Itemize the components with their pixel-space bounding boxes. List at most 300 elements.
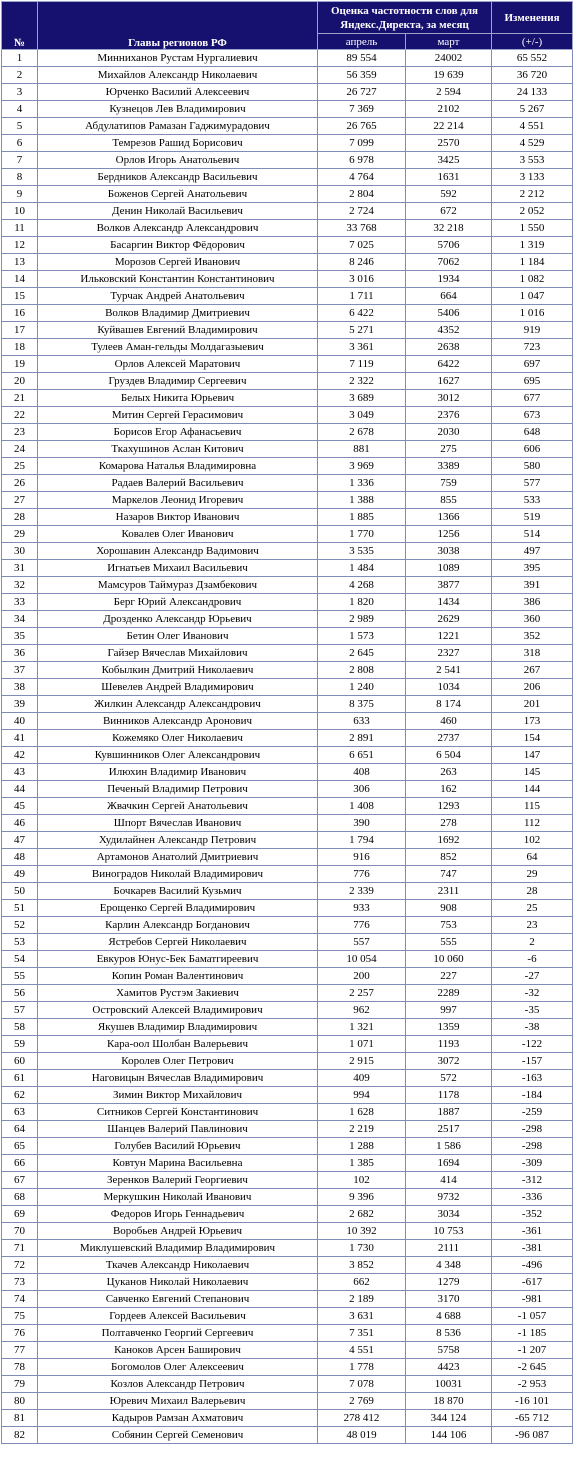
table-row bbox=[2, 951, 573, 968]
table-row bbox=[2, 1240, 573, 1257]
change-value-cell: 677 bbox=[492, 390, 573, 407]
april-value-cell: 933 bbox=[318, 900, 406, 917]
table-row bbox=[2, 84, 573, 101]
change-value-cell: 318 bbox=[492, 645, 573, 662]
march-value-cell: 2327 bbox=[406, 645, 492, 662]
march-value-cell: 3034 bbox=[406, 1206, 492, 1223]
table-row bbox=[2, 288, 573, 305]
april-value-cell: 1 820 bbox=[318, 594, 406, 611]
april-value-cell: 3 631 bbox=[318, 1308, 406, 1325]
change-value-cell: -617 bbox=[492, 1274, 573, 1291]
april-value-cell: 633 bbox=[318, 713, 406, 730]
table-row bbox=[2, 1189, 573, 1206]
change-value-cell: -298 bbox=[492, 1121, 573, 1138]
table-row bbox=[2, 1070, 573, 1087]
march-value-cell: 19 639 bbox=[406, 67, 492, 84]
governor-name-cell: Жвачкин Сергей Анатольевич bbox=[38, 798, 318, 815]
march-value-cell: 1293 bbox=[406, 798, 492, 815]
row-number-cell: 41 bbox=[2, 730, 38, 747]
change-value-cell: -157 bbox=[492, 1053, 573, 1070]
april-value-cell: 56 359 bbox=[318, 67, 406, 84]
row-number-cell: 28 bbox=[2, 509, 38, 526]
april-value-cell: 2 339 bbox=[318, 883, 406, 900]
table-row bbox=[2, 798, 573, 815]
change-value-cell: -496 bbox=[492, 1257, 573, 1274]
governor-name-cell: Маркелов Леонид Игоревич bbox=[38, 492, 318, 509]
march-value-cell: 3877 bbox=[406, 577, 492, 594]
row-number-cell: 51 bbox=[2, 900, 38, 917]
governor-name-cell: Куйвашев Евгений Владимирович bbox=[38, 322, 318, 339]
march-value-cell: 10031 bbox=[406, 1376, 492, 1393]
governor-name-cell: Зеренков Валерий Георгиевич bbox=[38, 1172, 318, 1189]
change-value-cell: 1 047 bbox=[492, 288, 573, 305]
governor-name-cell: Шанцев Валерий Павлинович bbox=[38, 1121, 318, 1138]
march-value-cell: 1692 bbox=[406, 832, 492, 849]
governor-name-cell: Игнатьев Михаил Васильевич bbox=[38, 560, 318, 577]
march-value-cell: 1221 bbox=[406, 628, 492, 645]
table-row bbox=[2, 1223, 573, 1240]
table-row bbox=[2, 492, 573, 509]
table-row bbox=[2, 611, 573, 628]
row-number-cell: 3 bbox=[2, 84, 38, 101]
march-value-cell: 1178 bbox=[406, 1087, 492, 1104]
table-row bbox=[2, 169, 573, 186]
april-value-cell: 994 bbox=[318, 1087, 406, 1104]
table-row bbox=[2, 543, 573, 560]
march-value-cell: 664 bbox=[406, 288, 492, 305]
march-value-cell: 1256 bbox=[406, 526, 492, 543]
row-number-cell: 37 bbox=[2, 662, 38, 679]
table-row bbox=[2, 1019, 573, 1036]
change-value-cell: 65 552 bbox=[492, 50, 573, 67]
change-value-cell: -184 bbox=[492, 1087, 573, 1104]
march-value-cell: 2638 bbox=[406, 339, 492, 356]
governor-name-cell: Ерощенко Сергей Владимирович bbox=[38, 900, 318, 917]
table-row bbox=[2, 390, 573, 407]
governor-name-cell: Волков Александр Александрович bbox=[38, 220, 318, 237]
change-value-cell: -96 087 bbox=[492, 1427, 573, 1444]
change-value-cell: 606 bbox=[492, 441, 573, 458]
column-header-name: Главы регионов РФ bbox=[38, 2, 318, 50]
march-value-cell: 4 348 bbox=[406, 1257, 492, 1274]
table-row bbox=[2, 101, 573, 118]
march-value-cell: 8 174 bbox=[406, 696, 492, 713]
table-row bbox=[2, 781, 573, 798]
march-value-cell: 263 bbox=[406, 764, 492, 781]
march-value-cell: 3038 bbox=[406, 543, 492, 560]
row-number-cell: 56 bbox=[2, 985, 38, 1002]
table-row bbox=[2, 441, 573, 458]
april-value-cell: 2 724 bbox=[318, 203, 406, 220]
march-value-cell: 1631 bbox=[406, 169, 492, 186]
table-row bbox=[2, 900, 573, 917]
april-value-cell: 1 240 bbox=[318, 679, 406, 696]
march-value-cell: 1034 bbox=[406, 679, 492, 696]
change-value-cell: -32 bbox=[492, 985, 573, 1002]
march-value-cell: 2737 bbox=[406, 730, 492, 747]
april-value-cell: 48 019 bbox=[318, 1427, 406, 1444]
governor-name-cell: Бетин Олег Иванович bbox=[38, 628, 318, 645]
table-row bbox=[2, 1393, 573, 1410]
row-number-cell: 70 bbox=[2, 1223, 38, 1240]
change-value-cell: 112 bbox=[492, 815, 573, 832]
march-value-cell: 855 bbox=[406, 492, 492, 509]
row-number-cell: 65 bbox=[2, 1138, 38, 1155]
april-value-cell: 3 689 bbox=[318, 390, 406, 407]
governor-name-cell: Козлов Александр Петрович bbox=[38, 1376, 318, 1393]
april-value-cell: 2 189 bbox=[318, 1291, 406, 1308]
governor-name-cell: Винников Александр Аронович bbox=[38, 713, 318, 730]
table-row bbox=[2, 985, 573, 1002]
march-value-cell: 555 bbox=[406, 934, 492, 951]
change-value-cell: 1 184 bbox=[492, 254, 573, 271]
april-value-cell: 6 978 bbox=[318, 152, 406, 169]
row-number-cell: 38 bbox=[2, 679, 38, 696]
april-value-cell: 1 288 bbox=[318, 1138, 406, 1155]
row-number-cell: 6 bbox=[2, 135, 38, 152]
april-value-cell: 7 099 bbox=[318, 135, 406, 152]
row-number-cell: 27 bbox=[2, 492, 38, 509]
table-row bbox=[2, 849, 573, 866]
row-number-cell: 44 bbox=[2, 781, 38, 798]
change-value-cell: 648 bbox=[492, 424, 573, 441]
change-value-cell: 24 133 bbox=[492, 84, 573, 101]
row-number-cell: 67 bbox=[2, 1172, 38, 1189]
table-row bbox=[2, 1172, 573, 1189]
row-number-cell: 45 bbox=[2, 798, 38, 815]
change-value-cell: 147 bbox=[492, 747, 573, 764]
april-value-cell: 33 768 bbox=[318, 220, 406, 237]
change-value-cell: -298 bbox=[492, 1138, 573, 1155]
table-row bbox=[2, 458, 573, 475]
governor-name-cell: Минниханов Рустам Нургалиевич bbox=[38, 50, 318, 67]
governor-name-cell: Кожемяко Олег Николаевич bbox=[38, 730, 318, 747]
table-row bbox=[2, 747, 573, 764]
row-number-cell: 9 bbox=[2, 186, 38, 203]
row-number-cell: 53 bbox=[2, 934, 38, 951]
row-number-cell: 36 bbox=[2, 645, 38, 662]
april-value-cell: 3 852 bbox=[318, 1257, 406, 1274]
march-value-cell: 2629 bbox=[406, 611, 492, 628]
march-value-cell: 1366 bbox=[406, 509, 492, 526]
table-row bbox=[2, 662, 573, 679]
april-value-cell: 2 322 bbox=[318, 373, 406, 390]
table-row bbox=[2, 305, 573, 322]
march-value-cell: 24002 bbox=[406, 50, 492, 67]
change-value-cell: -163 bbox=[492, 1070, 573, 1087]
march-value-cell: 1359 bbox=[406, 1019, 492, 1036]
change-value-cell: 2 052 bbox=[492, 203, 573, 220]
april-value-cell: 4 551 bbox=[318, 1342, 406, 1359]
governor-name-cell: Бочкарев Василий Кузьмич bbox=[38, 883, 318, 900]
march-value-cell: 460 bbox=[406, 713, 492, 730]
april-value-cell: 2 808 bbox=[318, 662, 406, 679]
row-number-cell: 14 bbox=[2, 271, 38, 288]
april-value-cell: 1 388 bbox=[318, 492, 406, 509]
table-row bbox=[2, 645, 573, 662]
march-value-cell: 344 124 bbox=[406, 1410, 492, 1427]
april-value-cell: 278 412 bbox=[318, 1410, 406, 1427]
april-value-cell: 916 bbox=[318, 849, 406, 866]
governor-name-cell: Королев Олег Петрович bbox=[38, 1053, 318, 1070]
row-number-cell: 15 bbox=[2, 288, 38, 305]
governor-name-cell: Кадыров Рамзан Ахматович bbox=[38, 1410, 318, 1427]
table-row bbox=[2, 509, 573, 526]
april-value-cell: 3 361 bbox=[318, 339, 406, 356]
governor-name-cell: Якушев Владимир Владимирович bbox=[38, 1019, 318, 1036]
change-value-cell: -16 101 bbox=[492, 1393, 573, 1410]
governor-name-cell: Белых Никита Юрьевич bbox=[38, 390, 318, 407]
row-number-cell: 32 bbox=[2, 577, 38, 594]
march-value-cell: 144 106 bbox=[406, 1427, 492, 1444]
change-value-cell: 1 016 bbox=[492, 305, 573, 322]
march-value-cell: 414 bbox=[406, 1172, 492, 1189]
governor-name-cell: Каноков Арсен Баширович bbox=[38, 1342, 318, 1359]
april-value-cell: 4 764 bbox=[318, 169, 406, 186]
governor-name-cell: Шпорт Вячеслав Иванович bbox=[38, 815, 318, 832]
governor-name-cell: Евкуров Юнус-Бек Баматгиреевич bbox=[38, 951, 318, 968]
change-value-cell: -1 185 bbox=[492, 1325, 573, 1342]
change-value-cell: -336 bbox=[492, 1189, 573, 1206]
march-value-cell: 2111 bbox=[406, 1240, 492, 1257]
governor-name-cell: Федоров Игорь Геннадьевич bbox=[38, 1206, 318, 1223]
april-value-cell: 409 bbox=[318, 1070, 406, 1087]
governor-name-cell: Худилайнен Александр Петрович bbox=[38, 832, 318, 849]
march-value-cell: 997 bbox=[406, 1002, 492, 1019]
march-value-cell: 32 218 bbox=[406, 220, 492, 237]
april-value-cell: 390 bbox=[318, 815, 406, 832]
change-value-cell: 145 bbox=[492, 764, 573, 781]
governor-name-cell: Наговицын Вячеслав Владимирович bbox=[38, 1070, 318, 1087]
change-value-cell: 201 bbox=[492, 696, 573, 713]
april-value-cell: 1 484 bbox=[318, 560, 406, 577]
governor-name-cell: Цуканов Николай Николаевич bbox=[38, 1274, 318, 1291]
row-number-cell: 49 bbox=[2, 866, 38, 883]
april-value-cell: 662 bbox=[318, 1274, 406, 1291]
governor-name-cell: Жилкин Александр Александрович bbox=[38, 696, 318, 713]
march-value-cell: 672 bbox=[406, 203, 492, 220]
governor-name-cell: Хамитов Рустэм Закиевич bbox=[38, 985, 318, 1002]
april-value-cell: 200 bbox=[318, 968, 406, 985]
change-value-cell: -361 bbox=[492, 1223, 573, 1240]
table-row bbox=[2, 1053, 573, 1070]
change-value-cell: -122 bbox=[492, 1036, 573, 1053]
change-value-cell: 144 bbox=[492, 781, 573, 798]
april-value-cell: 776 bbox=[318, 866, 406, 883]
april-value-cell: 2 219 bbox=[318, 1121, 406, 1138]
governor-name-cell: Бердников Александр Васильевич bbox=[38, 169, 318, 186]
march-value-cell: 572 bbox=[406, 1070, 492, 1087]
march-value-cell: 753 bbox=[406, 917, 492, 934]
governor-name-cell: Савченко Евгений Степанович bbox=[38, 1291, 318, 1308]
change-value-cell: 4 551 bbox=[492, 118, 573, 135]
table-row bbox=[2, 373, 573, 390]
row-number-cell: 1 bbox=[2, 50, 38, 67]
row-number-cell: 42 bbox=[2, 747, 38, 764]
change-value-cell: -35 bbox=[492, 1002, 573, 1019]
table-row bbox=[2, 152, 573, 169]
row-number-cell: 18 bbox=[2, 339, 38, 356]
row-number-cell: 64 bbox=[2, 1121, 38, 1138]
april-value-cell: 7 369 bbox=[318, 101, 406, 118]
change-value-cell: 519 bbox=[492, 509, 573, 526]
governor-name-cell: Темрезов Рашид Борисович bbox=[38, 135, 318, 152]
april-value-cell: 4 268 bbox=[318, 577, 406, 594]
row-number-cell: 35 bbox=[2, 628, 38, 645]
change-value-cell: 154 bbox=[492, 730, 573, 747]
row-number-cell: 31 bbox=[2, 560, 38, 577]
change-value-cell: 36 720 bbox=[492, 67, 573, 84]
table-row bbox=[2, 883, 573, 900]
march-value-cell: 9732 bbox=[406, 1189, 492, 1206]
march-value-cell: 227 bbox=[406, 968, 492, 985]
march-value-cell: 3425 bbox=[406, 152, 492, 169]
april-value-cell: 6 651 bbox=[318, 747, 406, 764]
table-row bbox=[2, 339, 573, 356]
table-row bbox=[2, 1274, 573, 1291]
row-number-cell: 21 bbox=[2, 390, 38, 407]
april-value-cell: 7 351 bbox=[318, 1325, 406, 1342]
row-number-cell: 34 bbox=[2, 611, 38, 628]
change-value-cell: 25 bbox=[492, 900, 573, 917]
governor-name-cell: Басаргин Виктор Фёдорович bbox=[38, 237, 318, 254]
row-number-cell: 39 bbox=[2, 696, 38, 713]
march-value-cell: 7062 bbox=[406, 254, 492, 271]
table-row bbox=[2, 696, 573, 713]
table-row bbox=[2, 220, 573, 237]
row-number-cell: 62 bbox=[2, 1087, 38, 1104]
april-value-cell: 1 778 bbox=[318, 1359, 406, 1376]
march-value-cell: 10 060 bbox=[406, 951, 492, 968]
change-value-cell: -1 207 bbox=[492, 1342, 573, 1359]
april-value-cell: 1 573 bbox=[318, 628, 406, 645]
table-row bbox=[2, 815, 573, 832]
change-value-cell: 115 bbox=[492, 798, 573, 815]
governor-name-cell: Ильковский Константин Константинович bbox=[38, 271, 318, 288]
governor-name-cell: Юревич Михаил Валерьевич bbox=[38, 1393, 318, 1410]
row-number-cell: 82 bbox=[2, 1427, 38, 1444]
change-value-cell: 514 bbox=[492, 526, 573, 543]
april-value-cell: 26 765 bbox=[318, 118, 406, 135]
march-value-cell: 4352 bbox=[406, 322, 492, 339]
april-value-cell: 1 321 bbox=[318, 1019, 406, 1036]
change-value-cell: -2 953 bbox=[492, 1376, 573, 1393]
april-value-cell: 10 054 bbox=[318, 951, 406, 968]
april-value-cell: 5 271 bbox=[318, 322, 406, 339]
april-value-cell: 2 989 bbox=[318, 611, 406, 628]
april-value-cell: 408 bbox=[318, 764, 406, 781]
table-row bbox=[2, 1087, 573, 1104]
row-number-cell: 75 bbox=[2, 1308, 38, 1325]
row-number-cell: 81 bbox=[2, 1410, 38, 1427]
table-row bbox=[2, 1138, 573, 1155]
change-value-cell: -981 bbox=[492, 1291, 573, 1308]
april-value-cell: 962 bbox=[318, 1002, 406, 1019]
april-value-cell: 1 408 bbox=[318, 798, 406, 815]
governor-name-cell: Ткахушинов Аслан Китович bbox=[38, 441, 318, 458]
row-number-cell: 48 bbox=[2, 849, 38, 866]
governor-name-cell: Шевелев Андрей Владимирович bbox=[38, 679, 318, 696]
table-row bbox=[2, 934, 573, 951]
governor-name-cell: Хорошавин Александр Вадимович bbox=[38, 543, 318, 560]
march-value-cell: 1887 bbox=[406, 1104, 492, 1121]
row-number-cell: 16 bbox=[2, 305, 38, 322]
march-value-cell: 2289 bbox=[406, 985, 492, 1002]
table-row bbox=[2, 832, 573, 849]
april-value-cell: 306 bbox=[318, 781, 406, 798]
row-number-cell: 33 bbox=[2, 594, 38, 611]
change-value-cell: 2 bbox=[492, 934, 573, 951]
table-row bbox=[2, 1257, 573, 1274]
april-value-cell: 2 915 bbox=[318, 1053, 406, 1070]
change-value-cell: 386 bbox=[492, 594, 573, 611]
row-number-cell: 46 bbox=[2, 815, 38, 832]
april-value-cell: 26 727 bbox=[318, 84, 406, 101]
table-row bbox=[2, 1410, 573, 1427]
table-row bbox=[2, 203, 573, 220]
governor-name-cell: Копин Роман Валентинович bbox=[38, 968, 318, 985]
change-value-cell: -38 bbox=[492, 1019, 573, 1036]
april-value-cell: 1 071 bbox=[318, 1036, 406, 1053]
change-value-cell: 28 bbox=[492, 883, 573, 900]
row-number-cell: 73 bbox=[2, 1274, 38, 1291]
row-number-cell: 60 bbox=[2, 1053, 38, 1070]
march-value-cell: 1627 bbox=[406, 373, 492, 390]
march-value-cell: 2376 bbox=[406, 407, 492, 424]
change-value-cell: 1 319 bbox=[492, 237, 573, 254]
april-value-cell: 7 078 bbox=[318, 1376, 406, 1393]
governor-name-cell: Ситников Сергей Константинович bbox=[38, 1104, 318, 1121]
april-value-cell: 2 645 bbox=[318, 645, 406, 662]
row-number-cell: 7 bbox=[2, 152, 38, 169]
governor-name-cell: Ковтун Марина Васильевна bbox=[38, 1155, 318, 1172]
table-row bbox=[2, 1291, 573, 1308]
march-value-cell: 747 bbox=[406, 866, 492, 883]
governor-name-cell: Боженов Сергей Анатольевич bbox=[38, 186, 318, 203]
march-value-cell: 275 bbox=[406, 441, 492, 458]
april-value-cell: 8 375 bbox=[318, 696, 406, 713]
row-number-cell: 17 bbox=[2, 322, 38, 339]
table-row bbox=[2, 186, 573, 203]
change-value-cell: 5 267 bbox=[492, 101, 573, 118]
row-number-cell: 8 bbox=[2, 169, 38, 186]
governor-name-cell: Митин Сергей Герасимович bbox=[38, 407, 318, 424]
row-number-cell: 63 bbox=[2, 1104, 38, 1121]
governor-name-cell: Юрченко Василий Алексеевич bbox=[38, 84, 318, 101]
table-row bbox=[2, 407, 573, 424]
table-row bbox=[2, 1155, 573, 1172]
row-number-cell: 29 bbox=[2, 526, 38, 543]
row-number-cell: 40 bbox=[2, 713, 38, 730]
row-number-cell: 4 bbox=[2, 101, 38, 118]
table-header bbox=[2, 2, 573, 50]
change-value-cell: -65 712 bbox=[492, 1410, 573, 1427]
march-value-cell: 5406 bbox=[406, 305, 492, 322]
change-value-cell: -381 bbox=[492, 1240, 573, 1257]
table-row bbox=[2, 50, 573, 67]
table-row bbox=[2, 322, 573, 339]
change-value-cell: 3 133 bbox=[492, 169, 573, 186]
march-value-cell: 10 753 bbox=[406, 1223, 492, 1240]
governor-name-cell: Назаров Виктор Иванович bbox=[38, 509, 318, 526]
april-value-cell: 1 628 bbox=[318, 1104, 406, 1121]
april-value-cell: 10 392 bbox=[318, 1223, 406, 1240]
row-number-cell: 61 bbox=[2, 1070, 38, 1087]
table-row bbox=[2, 1121, 573, 1138]
governor-name-cell: Собянин Сергей Семенович bbox=[38, 1427, 318, 1444]
governor-name-cell: Печеный Владимир Петрович bbox=[38, 781, 318, 798]
change-value-cell: 267 bbox=[492, 662, 573, 679]
